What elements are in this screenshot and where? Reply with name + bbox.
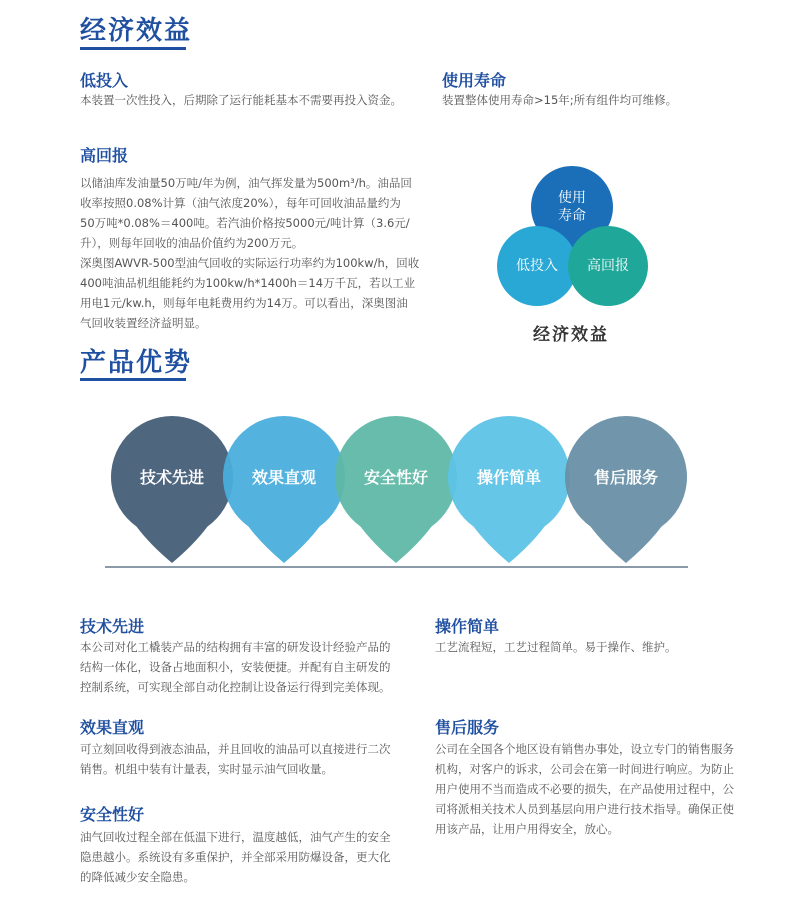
venn-label: 经济效益 bbox=[533, 325, 609, 345]
advantage-pin bbox=[565, 416, 687, 563]
adv-text-operation: 工艺流程短，工艺过程简单。易于操作、维护。 bbox=[435, 640, 677, 654]
section-underline bbox=[80, 378, 186, 381]
section-title-economic: 经济效益 bbox=[80, 16, 193, 46]
pin-label: 售后服务 bbox=[593, 468, 659, 487]
adv-title-safety: 安全性好 bbox=[80, 805, 145, 824]
pin-label: 安全性好 bbox=[363, 468, 429, 487]
pin-shape bbox=[111, 416, 233, 563]
adv-title-effect: 效果直观 bbox=[80, 718, 145, 737]
adv-text-safety: 油气回收过程全部在低温下进行，温度越低，油气产生的安全 隐患越小。系统设有多重保护，并全部采用防爆设备，更大化 的降低减少安全隐患。 bbox=[80, 830, 391, 884]
adv-title-service: 售后服务 bbox=[435, 718, 500, 737]
advantage-pin bbox=[223, 416, 345, 563]
advantage-pin bbox=[335, 416, 457, 563]
item-text-lifespan: 装置整体使用寿命>15年;所有组件均可维修。 bbox=[442, 93, 678, 107]
pin-label: 技术先进 bbox=[139, 468, 205, 487]
pins-baseline bbox=[105, 566, 688, 568]
advantage-pin bbox=[111, 416, 233, 563]
adv-title-operation: 操作简单 bbox=[435, 617, 500, 636]
item-title-low-investment: 低投入 bbox=[80, 71, 129, 90]
advantage-pins bbox=[0, 400, 790, 580]
pin-shape bbox=[448, 416, 570, 563]
pin-label: 操作简单 bbox=[476, 468, 542, 487]
venn-circle-low-investment: 低投入 bbox=[497, 226, 577, 306]
adv-title-tech: 技术先进 bbox=[80, 617, 145, 636]
venn-circle-lifespan: 使用 寿命 bbox=[531, 166, 613, 248]
pin-shape bbox=[223, 416, 345, 563]
pin-shape bbox=[565, 416, 687, 563]
section-title-advantages: 产品优势 bbox=[80, 348, 193, 378]
item-text-high-return: 以储油库发油量50万吨/年为例，油气挥发量为500m³/h。油品回 收率按照0.08%计算（油气浓度20%），每年可回收油品量约为 50万吨*0.08%＝400吨。若汽油价格按5000元/吨计算（3.6元/ 升），则每年回收的油品价值约为200万元。 深奥图AWVR-500型油气回收的实际运行功率约为100kw/h，回收 400吨油品机组能耗约为100kw/h*1400h＝14万千瓦，若以工业 用电1元/kw.h，则每年电耗费用约为14万。可以看出，深奥图油 气回收装置经济益明显。 bbox=[80, 176, 420, 330]
adv-text-tech: 本公司对化工橇装产品的结构拥有丰富的研发设计经验产品的 结构一体化，设备占地面积小，安装便捷。并配有自主研发的 控制系统，可实现全部自动化控制让设备运行得到完美体现。 bbox=[80, 640, 391, 694]
advantage-pin bbox=[448, 416, 570, 563]
item-title-high-return: 高回报 bbox=[80, 146, 129, 165]
section-underline bbox=[80, 47, 186, 50]
adv-text-service: 公司在全国各个地区设有销售办事处，设立专门的销售服务 机构，对客户的诉求，公司会在第一时间进行响应。为防止 用户使用不当而造成不必要的损失，在产品使用过程中，公 司将派相关技术人员到基层向用户进行技术指导。确保正使 用该产品，让用户用得安全，放心。 bbox=[435, 742, 734, 836]
pin-label: 效果直观 bbox=[251, 468, 317, 487]
pin-shape bbox=[335, 416, 457, 563]
venn-circle-high-return: 高回报 bbox=[568, 226, 648, 306]
adv-text-effect: 可立刻回收得到液态油品，并且回收的油品可以直接进行二次 销售。机组中装有计量表，实时显示油气回收量。 bbox=[80, 742, 391, 776]
item-text-low-investment: 本装置一次性投入，后期除了运行能耗基本不需要再投入资金。 bbox=[80, 93, 402, 107]
item-title-lifespan: 使用寿命 bbox=[442, 71, 507, 90]
